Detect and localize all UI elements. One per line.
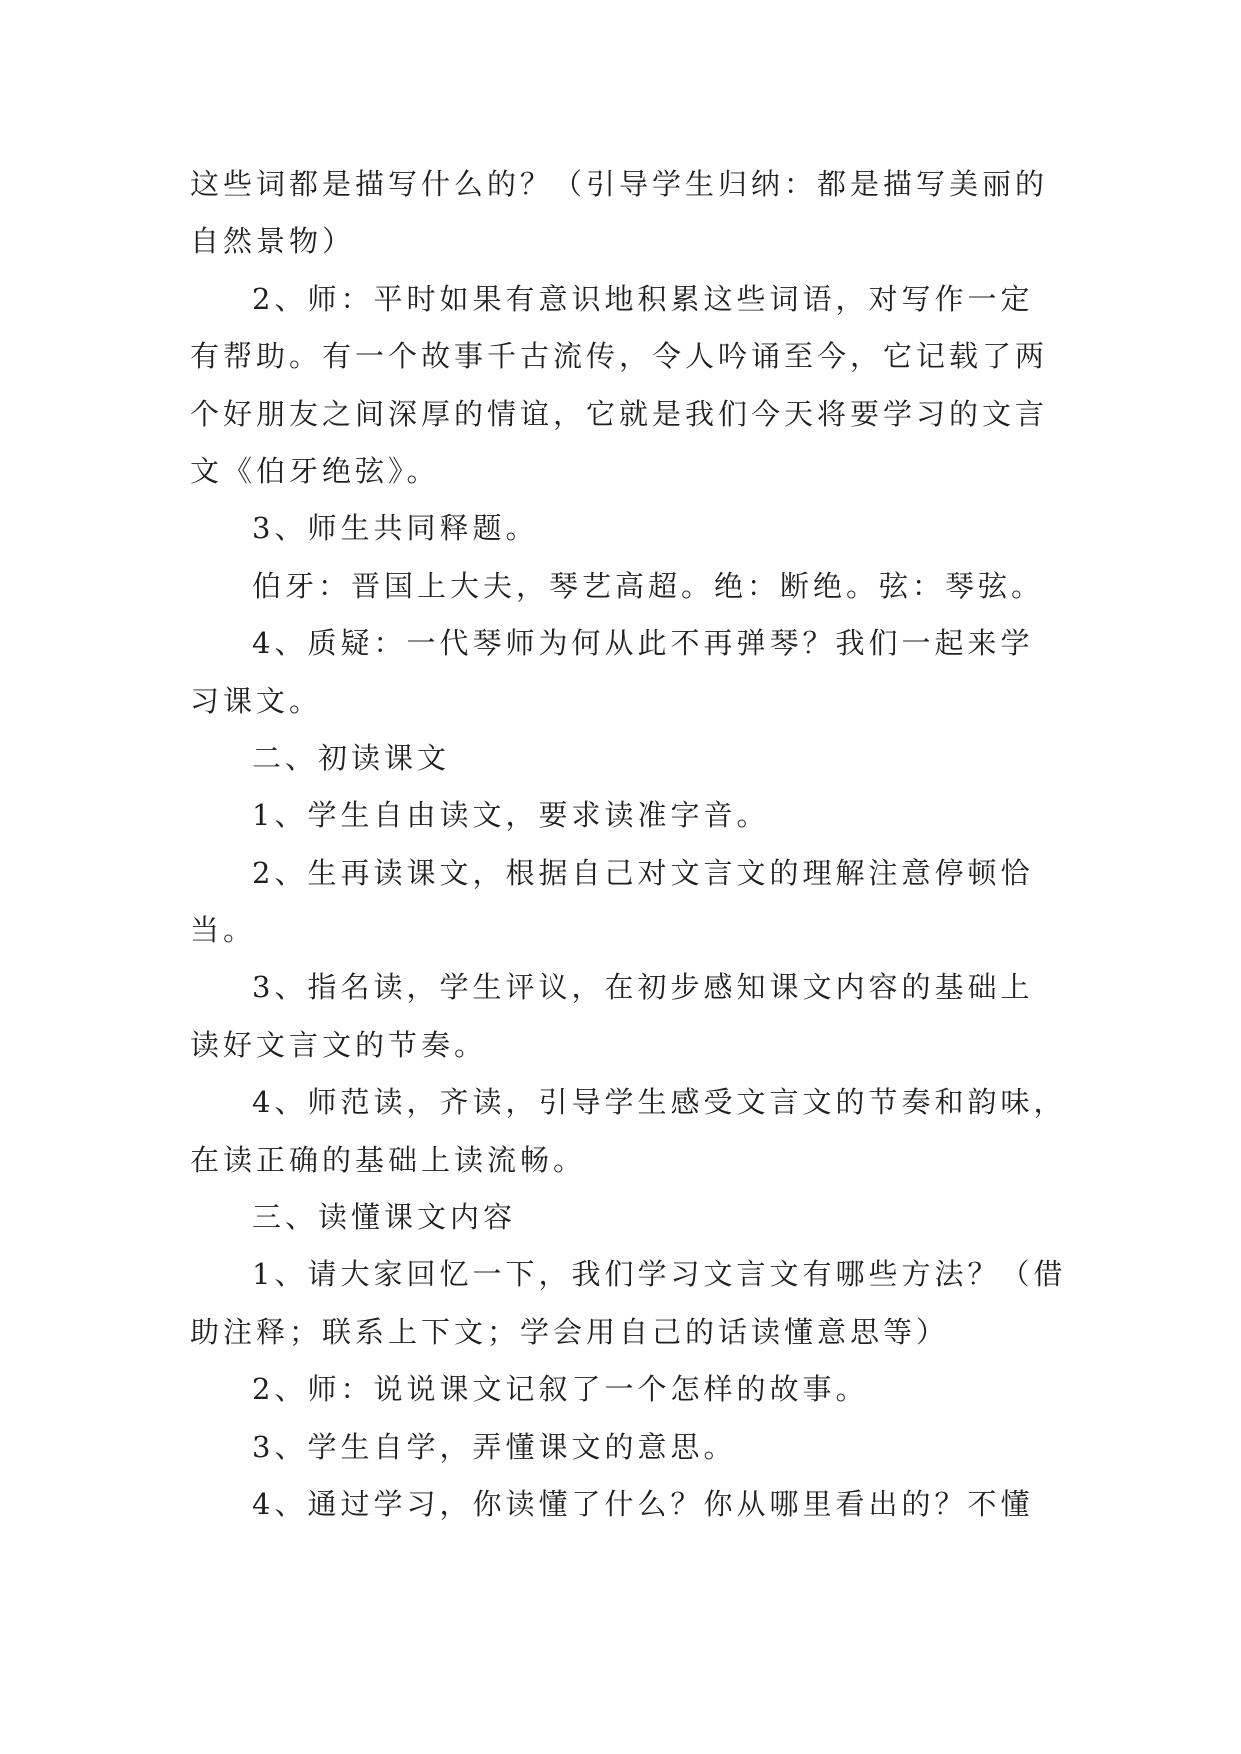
paragraph	[190, 1074, 1090, 1189]
paragraph-line: 这些词都是描写什么的？（引导学生归纳：都是描写美丽的	[190, 167, 1049, 201]
paragraph-line: 有帮助。有一个故事千古流传，令人吟诵至今，它记载了两	[190, 339, 1049, 374]
paragraph-line: 伯牙：晋国上大夫，琴艺高超。绝：断绝。弦：琴弦。	[252, 568, 1045, 603]
paragraph-line: 2、师：平时如果有意识地积累这些词语，对写作一定	[252, 281, 1034, 316]
paragraph	[190, 959, 1090, 1074]
paragraph-line: 4、通过学习，你读懂了什么？你从哪里看出的？不懂	[252, 1486, 1034, 1521]
paragraph	[190, 500, 1090, 557]
paragraph-line: 4、师范读，齐读，引导学生感受文言文的节奏和韵味，	[252, 1085, 1067, 1120]
section-heading	[190, 1189, 1090, 1246]
paragraph-line: 2、生再读课文，根据自己对文言文的理解注意停顿恰	[252, 855, 1034, 890]
paragraph	[190, 1419, 1090, 1476]
paragraph-line: 当。	[190, 913, 257, 948]
paragraph	[190, 845, 1090, 960]
paragraph	[190, 1246, 1090, 1361]
section-heading-text: 三、读懂课文内容	[252, 1200, 517, 1235]
paragraph-line: 文《伯牙绝弦》。	[190, 453, 440, 488]
paragraph-line: 4、质疑：一代琴师为何从此不再弹琴？我们一起来学	[252, 626, 1034, 661]
paragraph	[190, 156, 1090, 271]
paragraph	[190, 558, 1090, 615]
paragraph-line: 3、指名读，学生评议，在初步感知课文内容的基础上	[252, 970, 1034, 1005]
paragraph	[190, 1361, 1090, 1418]
paragraph-line: 习课文。	[190, 683, 323, 718]
section-heading	[190, 730, 1090, 787]
paragraph-line: 1、请大家回忆一下，我们学习文言文有哪些方法？（借	[252, 1257, 1067, 1292]
paragraph-line: 3、学生自学，弄懂课文的意思。	[252, 1429, 737, 1464]
paragraph-line: 自然景物）	[190, 224, 356, 259]
paragraph	[190, 271, 1090, 501]
paragraph-line: 3、师生共同释题。	[252, 511, 539, 546]
paragraph-line: 2、师：说说课文记叙了一个怎样的故事。	[252, 1372, 869, 1407]
paragraph-line: 读好文言文的节奏。	[190, 1027, 488, 1062]
paragraph	[190, 787, 1090, 844]
paragraph-line: 个好朋友之间深厚的情谊，它就是我们今天将要学习的文言	[190, 396, 1049, 431]
paragraph-line: 助注释；联系上下文；学会用自己的话读懂意思等）	[190, 1314, 950, 1349]
document-body	[190, 156, 1090, 1533]
paragraph-line: 1、学生自由读文，要求读准字音。	[252, 798, 770, 833]
paragraph-line: 在读正确的基础上读流畅。	[190, 1142, 587, 1177]
paragraph	[190, 615, 1090, 730]
paragraph	[190, 1476, 1090, 1533]
section-heading-text: 二、初读课文	[252, 740, 451, 775]
